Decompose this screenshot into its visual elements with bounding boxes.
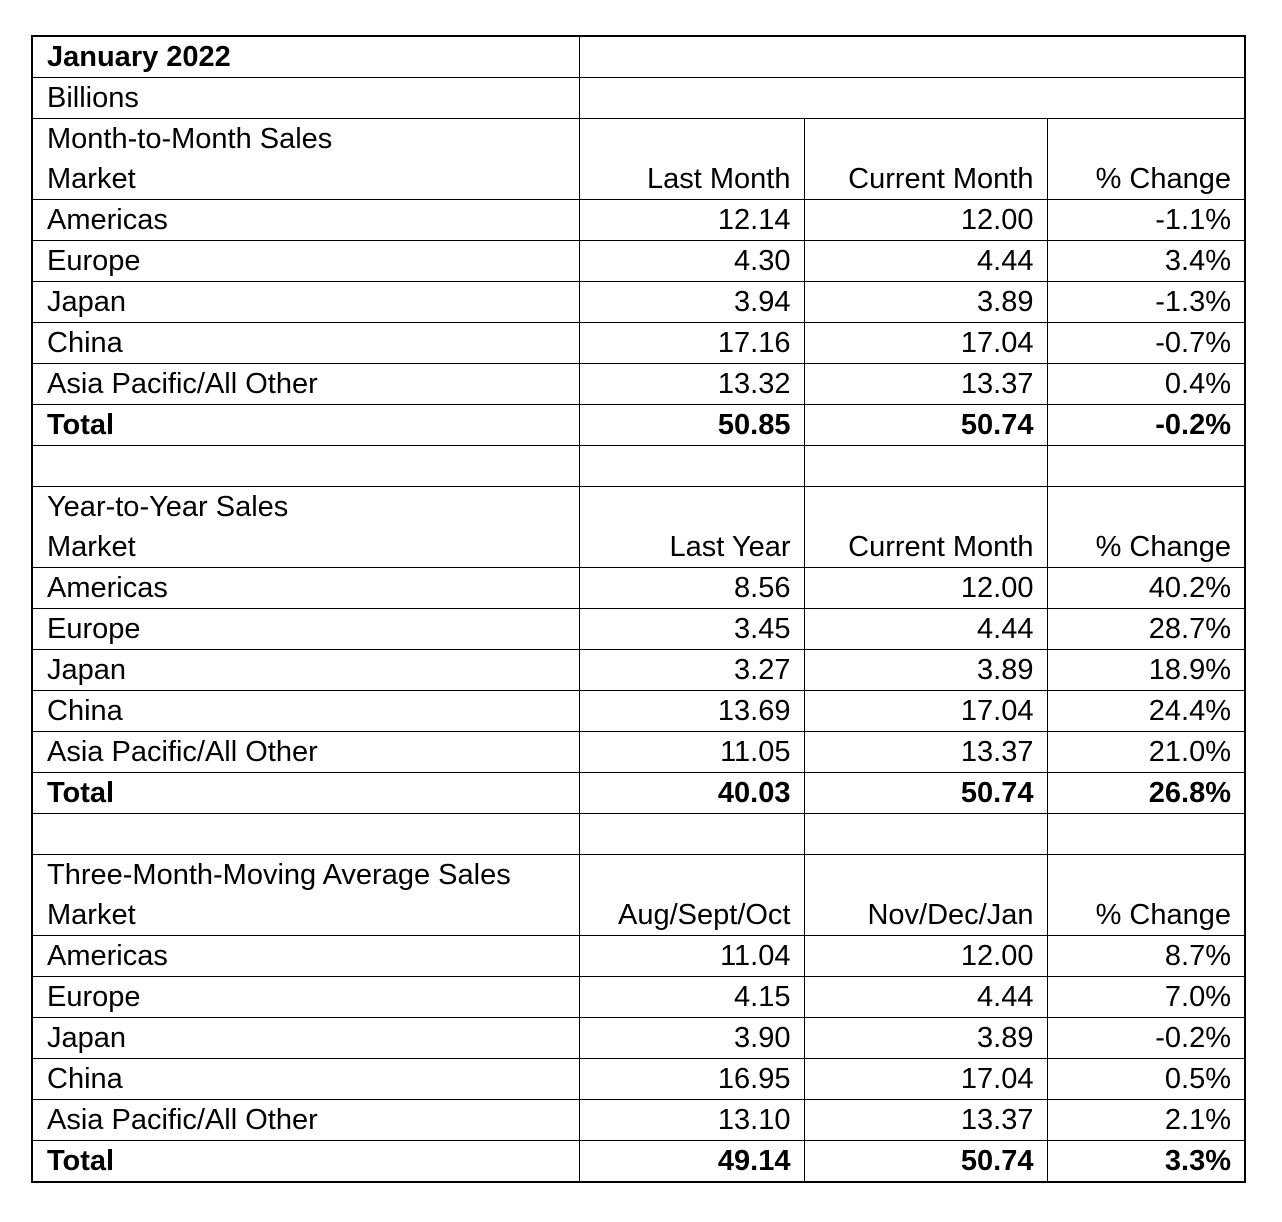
value-cell: 4.44 [804, 977, 1047, 1018]
table-row [32, 609, 1245, 650]
total-value: 50.74 [804, 405, 1047, 446]
market-cell: Japan [32, 282, 579, 323]
title-row [32, 36, 1245, 78]
column-header: Last Month [579, 159, 804, 200]
value-cell: 3.27 [579, 650, 804, 691]
change-cell: 40.2% [1047, 568, 1245, 609]
market-cell: Americas [32, 568, 579, 609]
value-cell: 17.16 [579, 323, 804, 364]
value-cell: 3.90 [579, 1018, 804, 1059]
value-cell: 13.32 [579, 364, 804, 405]
value-cell: 13.10 [579, 1100, 804, 1141]
column-header: % Change [1047, 159, 1245, 200]
change-cell: -1.3% [1047, 282, 1245, 323]
header-row [32, 159, 1245, 200]
unit-row-blank [579, 78, 1245, 119]
table-row [32, 936, 1245, 977]
market-cell: Asia Pacific/All Other [32, 364, 579, 405]
total-row [32, 1141, 1245, 1183]
column-header: Current Month [804, 527, 1047, 568]
value-cell: 4.44 [804, 241, 1047, 282]
change-cell: -0.2% [1047, 1018, 1245, 1059]
spacer-row [32, 446, 1245, 487]
value-cell: 3.45 [579, 609, 804, 650]
market-cell: Japan [32, 1018, 579, 1059]
spacer-row [32, 814, 1245, 855]
market-cell: Asia Pacific/All Other [32, 1100, 579, 1141]
value-cell: 4.44 [804, 609, 1047, 650]
change-cell: 28.7% [1047, 609, 1245, 650]
sales-table [31, 35, 1246, 1183]
total-label: Total [32, 773, 579, 814]
value-cell: 17.04 [804, 691, 1047, 732]
value-cell: 12.14 [579, 200, 804, 241]
market-cell: Asia Pacific/All Other [32, 732, 579, 773]
column-header: % Change [1047, 527, 1245, 568]
total-row [32, 405, 1245, 446]
column-header: Current Month [804, 159, 1047, 200]
section-title: Month-to-Month Sales [32, 119, 579, 160]
table-row [32, 1018, 1245, 1059]
column-header: Market [32, 895, 579, 936]
value-cell: 17.04 [804, 1059, 1047, 1100]
total-value: 50.85 [579, 405, 804, 446]
section-title: Three-Month-Moving Average Sales [32, 855, 579, 896]
value-cell: 3.89 [804, 1018, 1047, 1059]
market-cell: China [32, 691, 579, 732]
value-cell: 3.89 [804, 282, 1047, 323]
market-cell: China [32, 323, 579, 364]
total-change: 3.3% [1047, 1141, 1245, 1183]
change-cell: 24.4% [1047, 691, 1245, 732]
value-cell: 16.95 [579, 1059, 804, 1100]
column-header: Market [32, 159, 579, 200]
market-cell: Europe [32, 609, 579, 650]
unit-row [32, 78, 1245, 119]
change-cell: 18.9% [1047, 650, 1245, 691]
market-cell: Europe [32, 241, 579, 282]
total-change: 26.8% [1047, 773, 1245, 814]
total-value: 49.14 [579, 1141, 804, 1183]
value-cell: 13.37 [804, 732, 1047, 773]
change-cell: 7.0% [1047, 977, 1245, 1018]
value-cell: 13.37 [804, 364, 1047, 405]
column-header: % Change [1047, 895, 1245, 936]
table-row [32, 650, 1245, 691]
total-value: 50.74 [804, 773, 1047, 814]
value-cell: 3.89 [804, 650, 1047, 691]
total-change: -0.2% [1047, 405, 1245, 446]
table-row [32, 977, 1245, 1018]
title-row-blank [579, 36, 1245, 78]
market-cell: Americas [32, 936, 579, 977]
total-label: Total [32, 405, 579, 446]
table-row [32, 732, 1245, 773]
total-row [32, 773, 1245, 814]
unit-label: Billions [32, 78, 579, 119]
value-cell: 17.04 [804, 323, 1047, 364]
value-cell: 11.04 [579, 936, 804, 977]
header-row [32, 527, 1245, 568]
table-row [32, 568, 1245, 609]
value-cell: 4.30 [579, 241, 804, 282]
section-title-row [32, 855, 1245, 896]
table-row [32, 1100, 1245, 1141]
section-title-row [32, 119, 1245, 160]
value-cell: 8.56 [579, 568, 804, 609]
value-cell: 12.00 [804, 200, 1047, 241]
section-title-row [32, 487, 1245, 528]
market-cell: Americas [32, 200, 579, 241]
value-cell: 13.69 [579, 691, 804, 732]
change-cell: -1.1% [1047, 200, 1245, 241]
table-row [32, 282, 1245, 323]
table-row [32, 241, 1245, 282]
column-header: Nov/Dec/Jan [804, 895, 1047, 936]
table-row [32, 323, 1245, 364]
value-cell: 13.37 [804, 1100, 1047, 1141]
change-cell: 21.0% [1047, 732, 1245, 773]
value-cell: 12.00 [804, 568, 1047, 609]
section-title: Year-to-Year Sales [32, 487, 579, 528]
table-row [32, 1059, 1245, 1100]
change-cell: -0.7% [1047, 323, 1245, 364]
header-row [32, 895, 1245, 936]
market-cell: Europe [32, 977, 579, 1018]
column-header: Aug/Sept/Oct [579, 895, 804, 936]
change-cell: 8.7% [1047, 936, 1245, 977]
table-row [32, 691, 1245, 732]
change-cell: 0.4% [1047, 364, 1245, 405]
market-cell: Japan [32, 650, 579, 691]
value-cell: 11.05 [579, 732, 804, 773]
value-cell: 3.94 [579, 282, 804, 323]
market-cell: China [32, 1059, 579, 1100]
table-row [32, 364, 1245, 405]
total-value: 40.03 [579, 773, 804, 814]
change-cell: 0.5% [1047, 1059, 1245, 1100]
column-header: Last Year [579, 527, 804, 568]
value-cell: 4.15 [579, 977, 804, 1018]
value-cell: 12.00 [804, 936, 1047, 977]
report-title: January 2022 [32, 36, 579, 78]
total-label: Total [32, 1141, 579, 1183]
total-value: 50.74 [804, 1141, 1047, 1183]
change-cell: 3.4% [1047, 241, 1245, 282]
change-cell: 2.1% [1047, 1100, 1245, 1141]
column-header: Market [32, 527, 579, 568]
table-row [32, 200, 1245, 241]
